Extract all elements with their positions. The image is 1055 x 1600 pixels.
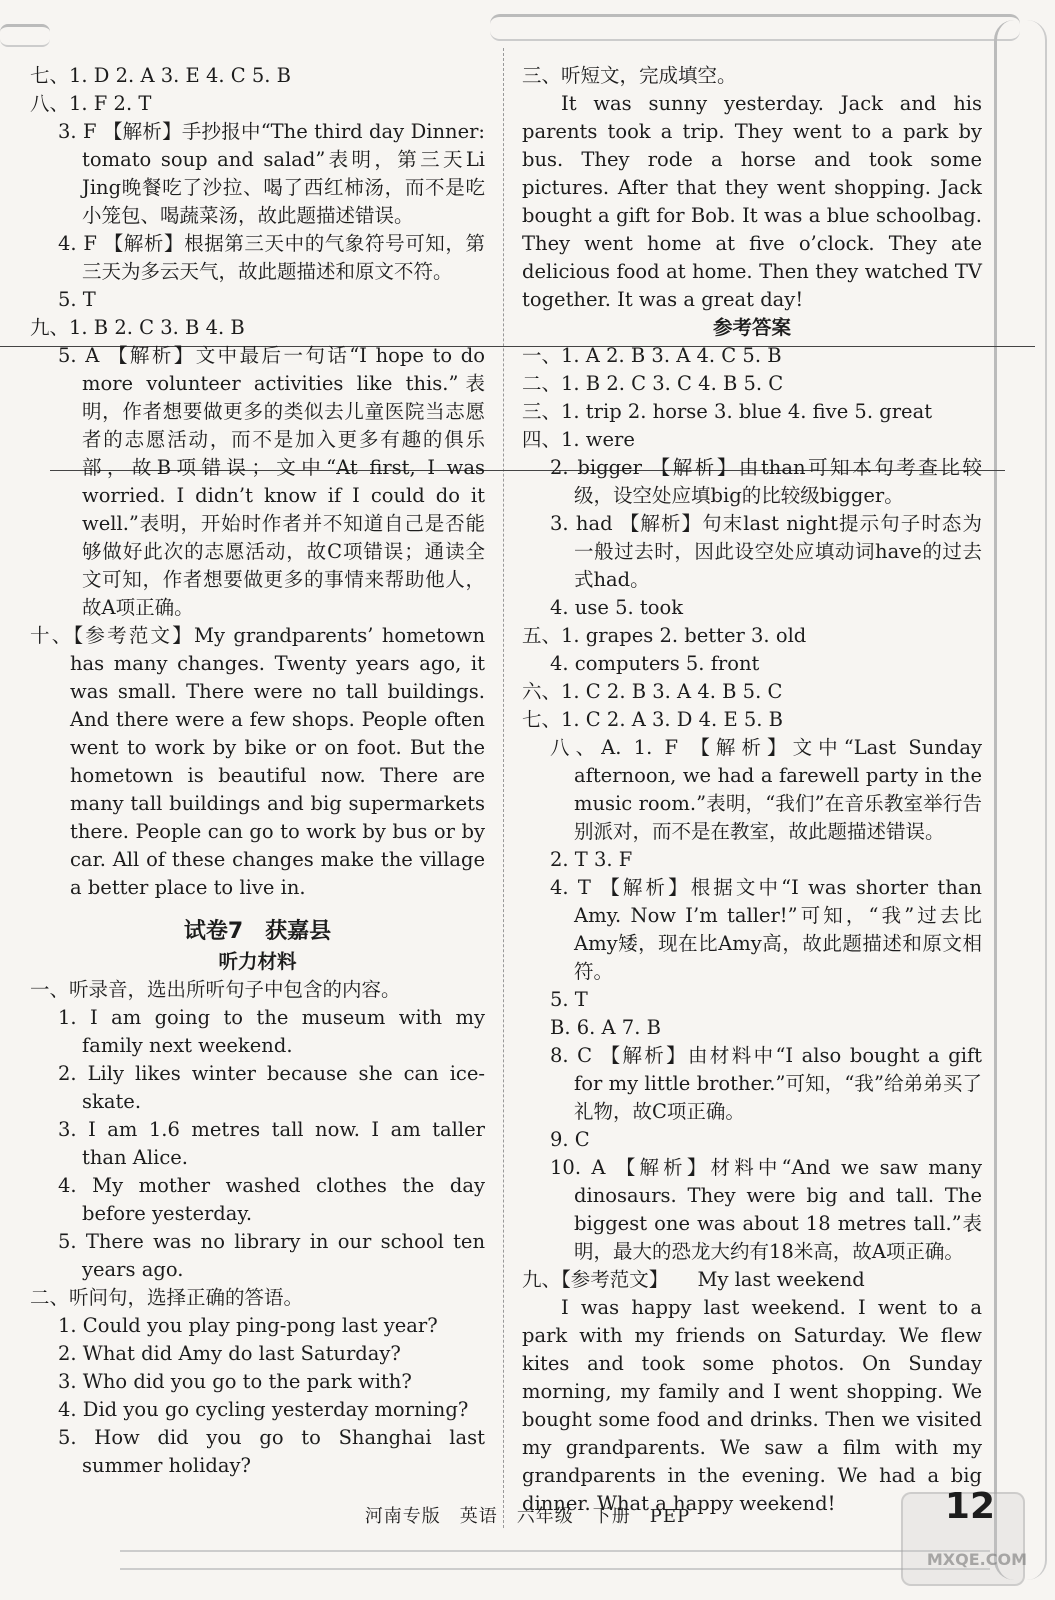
answer-line: 一、1. A 2. B 3. A 4. C 5. B bbox=[522, 344, 782, 367]
spacer bbox=[30, 902, 485, 916]
answer-line: 4. F 【解析】根据第三天中的气象符号可知，第三天为多云天气，故此题描述和原文不符。 bbox=[58, 232, 485, 283]
answer-line: 五、1. grapes 2. better 3. old bbox=[522, 624, 807, 647]
answer-line: 1. I am going to the museum with my family next weekend. bbox=[58, 1006, 485, 1057]
section-subtitle: 参考答案 bbox=[712, 316, 791, 339]
left-column bbox=[30, 62, 485, 1480]
passage-paragraph: I was happy last weekend. I went to a park with my friends on Saturday. We flew kites and took some photos. On Sunday morning, my family and I went shopping. We bought some food and drinks. Then we visited my grandparents. We saw a film with my grandparents in the evening. We had a big dinner. What a happy weekend! bbox=[522, 1296, 982, 1515]
page-number: 12 bbox=[944, 1486, 995, 1527]
section-subtitle: 听力材料 bbox=[218, 950, 297, 973]
answer-line: 六、1. C 2. B 3. A 4. B 5. C bbox=[522, 680, 783, 703]
answer-line: 1. Could you play ping-pong last year? bbox=[58, 1314, 438, 1337]
answer-line: B. 6. A 7. B bbox=[550, 1016, 661, 1039]
right-column bbox=[522, 62, 982, 1518]
column-divider bbox=[503, 48, 504, 1528]
answer-line: 三、1. trip 2. horse 3. blue 4. five 5. great bbox=[522, 400, 933, 423]
answer-line: 2. bigger 【解析】由than可知本句考查比较级，设空处应填big的比较级bigger。 bbox=[550, 456, 982, 507]
section-heading: 二、听问句，选择正确的答语。 bbox=[30, 1286, 304, 1309]
answer-line: 九、【参考范文】 My last weekend bbox=[522, 1268, 865, 1291]
answer-line: 5. How did you go to Shanghai last summer holiday? bbox=[58, 1426, 485, 1477]
answer-line: 七、1. D 2. A 3. E 4. C 5. B bbox=[30, 64, 292, 87]
answer-line: 4. Did you go cycling yesterday morning? bbox=[58, 1398, 469, 1421]
answer-line: 10. A 【解析】材料中“And we saw many dinosaurs. They were big and tall. The biggest one was about 18 metres tall.”表明，最大的恐龙大约有18米高，故A项正确。 bbox=[550, 1156, 982, 1263]
model-essay: 十、【参考范文】My grandparents’ hometown has many changes. Twenty years ago, it was small. There were no tall buildings. And there were a few shops. People often went to work by bike or on foot. But the hometown is beautiful now. There are many tall buildings and big supermarkets there. People can go to work by bus or by car. All of these changes make the village a better place to live in. bbox=[30, 624, 485, 899]
section-heading: 三、听短文，完成填空。 bbox=[522, 64, 737, 87]
answer-line: 九、1. B 2. C 3. B 4. B bbox=[30, 316, 245, 339]
answer-line: 5. T bbox=[58, 288, 96, 311]
answer-line: 5. A 【解析】文中最后一句话“I hope to do more volunteer activities like this.”表明，作者想要做更多的类似去儿童医院当志愿者的志愿活动，而不是加入更多有趣的俱乐部，故B项错误；文中“At first, I was worried. I didn’t know if I could do it well.”表明，开始时作者并不知道自己是否能够做好此次的志愿活动，故C项错误；通读全文可知，作者想要做更多的事情来帮助他人，故A项正确。 bbox=[58, 344, 485, 619]
answer-line: 5. T bbox=[550, 988, 588, 1011]
answer-line: 3. Who did you go to the park with? bbox=[58, 1370, 412, 1393]
answer-line: 4. T 【解析】根据文中“I was shorter than Amy. Now I’m taller!”可知，“我”过去比Amy矮，现在比Amy高，故此题描述和原文相符。 bbox=[550, 876, 982, 983]
answer-line: 4. My mother washed clothes the day before yesterday. bbox=[58, 1174, 485, 1225]
decorative-border-bottom bbox=[120, 1550, 990, 1570]
answer-line: 5. There was no library in our school ten years ago. bbox=[58, 1230, 485, 1281]
answer-line: 2. Lily likes winter because she can ice-skate. bbox=[58, 1062, 485, 1113]
section-title: 试卷7 获嘉县 bbox=[183, 919, 332, 944]
decorative-border-right bbox=[994, 20, 1047, 1580]
answer-line: 3. I am 1.6 metres tall now. I am taller than Alice. bbox=[58, 1118, 485, 1169]
section-heading: 一、听录音，选出所听句子中包含的内容。 bbox=[30, 978, 401, 1001]
answer-line: 二、1. B 2. C 3. C 4. B 5. C bbox=[522, 372, 784, 395]
answer-line: 4. use 5. took bbox=[550, 596, 684, 619]
answer-line: 9. C bbox=[550, 1128, 590, 1151]
decorative-border-top-left bbox=[0, 24, 50, 47]
decorative-border-top bbox=[490, 14, 1020, 41]
answer-line: 3. had 【解析】句末last night提示句子时态为一般过去时，因此设空处应填动词have的过去式had。 bbox=[550, 512, 982, 591]
answer-line: 七、1. C 2. A 3. D 4. E 5. B bbox=[522, 708, 784, 731]
answer-line: 2. T 3. F bbox=[550, 848, 633, 871]
answer-line: 八、A. 1. F 【解析】文中“Last Sunday afternoon, we had a farewell party in the music room.”表明，“我们”在音乐教室举行告别派对，而不是在教室，故此题描述错误。 bbox=[550, 736, 982, 843]
footer-text: 河南专版 英语 六年级 下册 PEP bbox=[364, 1506, 691, 1527]
answer-line: 2. What did Amy do last Saturday? bbox=[58, 1342, 401, 1365]
answer-line: 4. computers 5. front bbox=[550, 652, 760, 675]
passage-paragraph: It was sunny yesterday. Jack and his parents took a trip. They went to a park by bus. They rode a horse and took some pictures. After that they went shopping. Jack bought a gift for Bob. It was a blue schoolbag. They went home at five o’clock. They ate delicious food at home. Then they watched TV together. It was a great day! bbox=[522, 92, 982, 311]
answer-line: 四、1. were bbox=[522, 428, 635, 451]
watermark-text: MXQE.COM bbox=[926, 1550, 1027, 1569]
answer-line: 3. F 【解析】手抄报中“The third day Dinner: tomato soup and salad”表明，第三天Li Jing晚餐吃了沙拉、喝了西红柿汤，而不是吃小笼包、喝蔬菜汤，故此题描述错误。 bbox=[58, 120, 485, 227]
answer-line: 八、1. F 2. T bbox=[30, 92, 152, 115]
answer-line: 8. C 【解析】由材料中“I also bought a gift for my little brother.”可知，“我”给弟弟买了礼物，故C项正确。 bbox=[550, 1044, 982, 1123]
